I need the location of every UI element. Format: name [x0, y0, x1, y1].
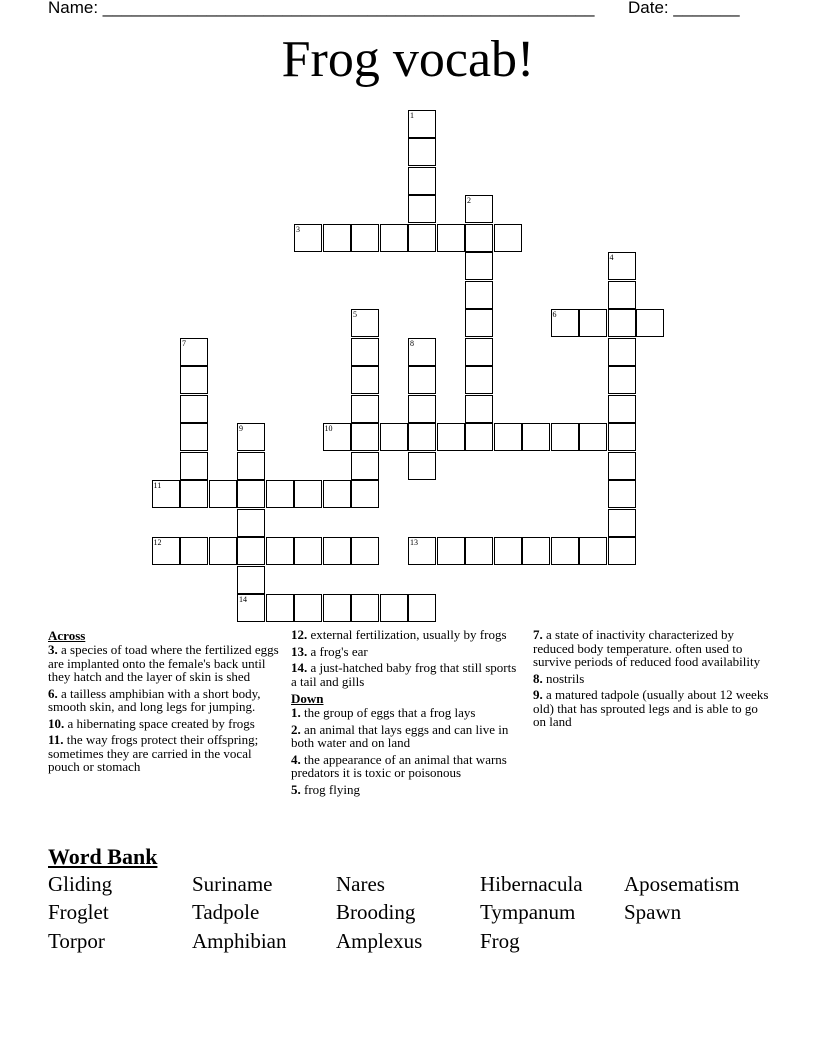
grid-cell[interactable]: [551, 423, 579, 451]
clue-number-label: 7.: [533, 627, 543, 642]
grid-cell[interactable]: [579, 309, 607, 337]
grid-cell[interactable]: [608, 423, 636, 451]
clue-number: 2: [467, 196, 471, 205]
grid-cell[interactable]: [237, 594, 265, 622]
grid-cell[interactable]: [522, 537, 550, 565]
grid-cell[interactable]: [209, 480, 237, 508]
grid-cell[interactable]: [237, 452, 265, 480]
grid-cell[interactable]: [380, 423, 408, 451]
grid-cell[interactable]: [351, 480, 379, 508]
grid-cell[interactable]: [579, 537, 607, 565]
clue-number: 12: [153, 538, 162, 547]
clue-number: 11: [153, 481, 162, 490]
word-bank-item: Nares: [336, 872, 385, 896]
clues-column-2: [291, 628, 521, 799]
clue-number-label: 1.: [291, 705, 301, 720]
grid-cell[interactable]: [323, 594, 351, 622]
grid-cell[interactable]: [351, 366, 379, 394]
grid-cell[interactable]: [294, 480, 322, 508]
word-bank-item: Suriname: [192, 872, 273, 896]
clue-item: [48, 717, 282, 731]
grid-cell[interactable]: [237, 566, 265, 594]
grid-cell[interactable]: [180, 480, 208, 508]
clues-column-1: [48, 628, 282, 777]
grid-cell[interactable]: [608, 366, 636, 394]
grid-cell[interactable]: [237, 423, 265, 451]
clue-text: a matured tadpole (usually about 12 weeks old) that has sprouted legs and is able to go on land: [533, 687, 769, 729]
grid-cell[interactable]: [351, 224, 379, 252]
grid-cell[interactable]: [180, 452, 208, 480]
clue-item: [533, 672, 769, 686]
grid-cell[interactable]: [465, 395, 493, 423]
grid-cell[interactable]: [408, 423, 436, 451]
clue-text: a species of toad where the fertilized eggs are implanted onto the female's back until they hatch and the layer of skin is shed: [48, 642, 279, 684]
grid-cell[interactable]: [294, 224, 322, 252]
grid-cell[interactable]: [237, 480, 265, 508]
grid-cell[interactable]: [579, 423, 607, 451]
grid-cell[interactable]: [408, 338, 436, 366]
clue-number: 6: [552, 310, 557, 319]
clue-item: [291, 628, 521, 642]
grid-cell[interactable]: [408, 537, 436, 565]
grid-cell[interactable]: [408, 138, 436, 166]
grid-cell[interactable]: [437, 224, 465, 252]
grid-cell[interactable]: [351, 309, 379, 337]
grid-cell[interactable]: [237, 537, 265, 565]
grid-cell[interactable]: [408, 452, 436, 480]
word-bank-item: Spawn: [624, 900, 682, 924]
clue-number-label: 11.: [48, 732, 64, 747]
grid-cell[interactable]: [522, 423, 550, 451]
grid-cell[interactable]: [494, 224, 522, 252]
clue-number: 4: [609, 253, 614, 262]
grid-cell[interactable]: [437, 423, 465, 451]
grid-cell[interactable]: [152, 537, 180, 565]
grid-cell[interactable]: [465, 195, 493, 223]
grid-cell[interactable]: [408, 224, 436, 252]
grid-cell[interactable]: [608, 395, 636, 423]
clue-text: external fertilization, usually by frogs: [307, 627, 507, 642]
word-bank-title: Word Bank: [48, 844, 158, 869]
clue-text: the appearance of an animal that warns predators it is toxic or poisonous: [291, 751, 507, 780]
word-bank-item: Amphibian: [192, 929, 287, 953]
clue-number: 5: [353, 310, 357, 319]
name-field[interactable]: Name: ____________________________________________________: [48, 0, 595, 17]
grid-cell[interactable]: [437, 537, 465, 565]
grid-cell[interactable]: [408, 594, 436, 622]
grid-cell[interactable]: [494, 423, 522, 451]
grid-cell[interactable]: [180, 537, 208, 565]
grid-cell[interactable]: [608, 452, 636, 480]
clue-number: 14: [239, 595, 247, 604]
grid-cell[interactable]: [323, 224, 351, 252]
clue-text: nostrils: [542, 670, 585, 686]
grid-cell[interactable]: [608, 281, 636, 309]
grid-cell[interactable]: [294, 537, 322, 565]
grid-cell[interactable]: [408, 195, 436, 223]
clue-item: [291, 706, 521, 720]
clue-text: frog flying: [300, 781, 360, 797]
grid-cell[interactable]: [551, 537, 579, 565]
clue-number: 7: [182, 338, 186, 348]
grid-cell[interactable]: [465, 338, 493, 366]
clue-text: an animal that lays eggs and can live in both water and on land: [291, 721, 509, 750]
grid-cell[interactable]: [465, 537, 493, 565]
grid-cell[interactable]: [408, 366, 436, 394]
grid-cell[interactable]: [180, 423, 208, 451]
clue-number-label: 14.: [291, 660, 308, 675]
grid-cell[interactable]: [294, 594, 322, 622]
grid-cell[interactable]: [465, 423, 493, 451]
grid-cell[interactable]: [351, 452, 379, 480]
grid-cell[interactable]: [380, 594, 408, 622]
grid-cell[interactable]: [608, 309, 636, 337]
word-bank-item: Tadpole: [192, 900, 260, 924]
down-heading: Down: [291, 691, 324, 706]
clue-number-label: 2.: [291, 721, 301, 737]
word-bank-item: Aposematism: [624, 872, 740, 896]
clue-number: 9: [239, 424, 243, 433]
clue-number-label: 10.: [48, 715, 65, 731]
grid-cell[interactable]: [323, 423, 351, 451]
grid-cell[interactable]: [465, 224, 493, 252]
clue-text: a state of inactivity characterized by reduced body temperature. often used to survive periods of reduced food availability: [533, 627, 761, 669]
clue-number: 3: [296, 224, 300, 234]
clues-column-3: [533, 628, 769, 732]
word-bank-item: Gliding: [48, 872, 113, 896]
grid-cell[interactable]: [608, 252, 636, 280]
grid-cell[interactable]: [608, 537, 636, 565]
grid-cell[interactable]: [351, 395, 379, 423]
grid-cell[interactable]: [636, 309, 664, 337]
grid-cell[interactable]: [180, 366, 208, 394]
grid-cell[interactable]: [209, 537, 237, 565]
clue-item: [291, 661, 521, 688]
clue-number: 13: [410, 538, 418, 547]
grid-cell[interactable]: [408, 110, 436, 138]
clue-text: a tailless amphibian with a short body, smooth skin, and long legs for jumping.: [48, 685, 261, 714]
word-bank-item: Amplexus: [336, 929, 423, 953]
grid-cell[interactable]: [608, 338, 636, 366]
grid-cell[interactable]: [323, 537, 351, 565]
clue-item: [291, 753, 521, 780]
clue-text: a hibernating space created by frogs: [64, 715, 255, 731]
clue-text: the way frogs protect their offspring; sometimes they are carried in the vocal pouch or stomach: [48, 732, 259, 774]
grid-cell[interactable]: [380, 224, 408, 252]
grid-cell[interactable]: [494, 537, 522, 565]
grid-cell[interactable]: [351, 423, 379, 451]
grid-cell[interactable]: [237, 509, 265, 537]
grid-cell[interactable]: [351, 537, 379, 565]
clue-number: 1: [410, 110, 414, 120]
clue-number: 10: [324, 424, 333, 433]
clue-number-label: 5.: [291, 781, 301, 797]
grid-cell[interactable]: [180, 338, 208, 366]
clue-item: [533, 628, 769, 669]
grid-cell[interactable]: [408, 395, 436, 423]
grid-cell[interactable]: [465, 281, 493, 309]
word-bank-item: Froglet: [48, 900, 109, 924]
clue-item: [48, 687, 282, 714]
clue-text: a frog's ear: [307, 643, 368, 659]
grid-cell[interactable]: [266, 480, 294, 508]
grid-cell[interactable]: [180, 395, 208, 423]
clue-number-label: 3.: [48, 642, 58, 657]
clue-text: a just-hatched baby frog that still sports a tail and gills: [291, 660, 517, 689]
grid-cell[interactable]: [465, 309, 493, 337]
date-field[interactable]: Date: _______: [628, 0, 740, 17]
clue-text: the group of eggs that a frog lays: [300, 705, 476, 720]
grid-cell[interactable]: [152, 480, 180, 508]
grid-cell[interactable]: [608, 509, 636, 537]
clue-number-label: 6.: [48, 685, 58, 701]
grid-cell[interactable]: [608, 480, 636, 508]
grid-cell[interactable]: [266, 594, 294, 622]
grid-cell[interactable]: [266, 537, 294, 565]
grid-cell[interactable]: [408, 167, 436, 195]
clue-number-label: 8.: [533, 670, 543, 686]
word-bank-item: Torpor: [48, 929, 105, 953]
grid-cell[interactable]: [465, 366, 493, 394]
clue-item: [48, 643, 282, 684]
across-heading: Across: [48, 628, 86, 643]
clue-item: [291, 723, 521, 750]
grid-cell[interactable]: [351, 594, 379, 622]
grid-cell[interactable]: [323, 480, 351, 508]
clue-item: [48, 733, 282, 774]
page-title: Frog vocab!: [281, 31, 535, 88]
word-bank-item: Frog: [480, 929, 520, 953]
clue-number-label: 13.: [291, 643, 308, 659]
clue-item: [533, 688, 769, 729]
grid-cell[interactable]: [351, 338, 379, 366]
grid-cell[interactable]: [551, 309, 579, 337]
clue-number-label: 4.: [291, 751, 301, 767]
clue-item: [291, 645, 521, 659]
word-bank-item: Brooding: [336, 900, 416, 924]
grid-cell[interactable]: [465, 252, 493, 280]
word-bank-item: Tympanum: [480, 900, 576, 924]
clue-number-label: 12.: [291, 627, 308, 642]
clue-number: 8: [410, 338, 414, 348]
word-bank-item: Hibernacula: [480, 872, 583, 896]
clue-number-label: 9.: [533, 687, 543, 702]
clue-item: [291, 783, 521, 797]
